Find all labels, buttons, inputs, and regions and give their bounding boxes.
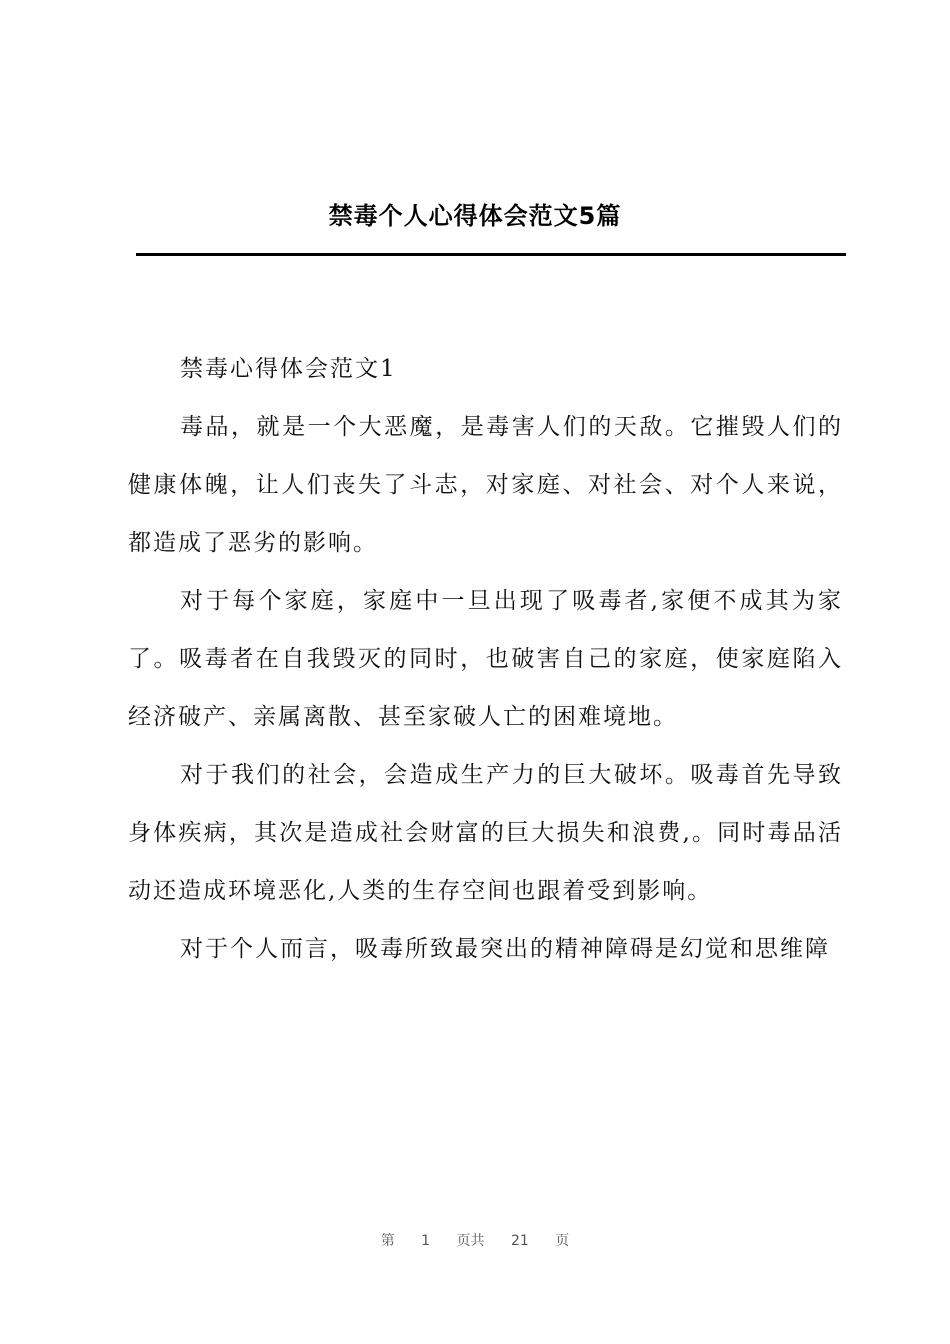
paragraph: 对于个人而言，吸毒所致最突出的精神障碍是幻觉和思维障 [180, 936, 830, 962]
footer-total-pages: 21 [511, 1233, 529, 1249]
paragraph: 毒品，就是一个大恶魔，是毒害人们的天敌。它摧毁人们的健康体魄，让人们丧失了斗志，对家庭、对社会、对个人来说，都造成了恶劣的影响。 [128, 414, 843, 556]
footer-prefix: 第 [380, 1233, 395, 1249]
paragraph: 对于每个家庭，家庭中一旦出现了吸毒者,家便不成其为家了。吸毒者在自我毁灭的同时，也破害自己的家庭，使家庭陷入经济破产、亲属离散、甚至家破人亡的困难境地。 [128, 588, 843, 730]
section-heading: 禁毒心得体会范文1 [180, 356, 397, 382]
footer-suffix: 页 [555, 1233, 570, 1249]
footer-middle: 页共 [456, 1233, 485, 1249]
paragraph: 对于我们的社会，会造成生产力的巨大破坏。吸毒首先导致身体疾病，其次是造成社会财富的巨大损失和浪费,。同时毒品活动还造成环境恶化,人类的生存空间也跟着受到影响。 [128, 762, 843, 904]
page-title: 禁毒个人心得体会范文5篇 [328, 202, 622, 230]
document-body [128, 340, 843, 978]
page-footer [0, 1230, 950, 1250]
footer-current-page: 1 [421, 1233, 431, 1249]
title-divider [136, 253, 846, 256]
